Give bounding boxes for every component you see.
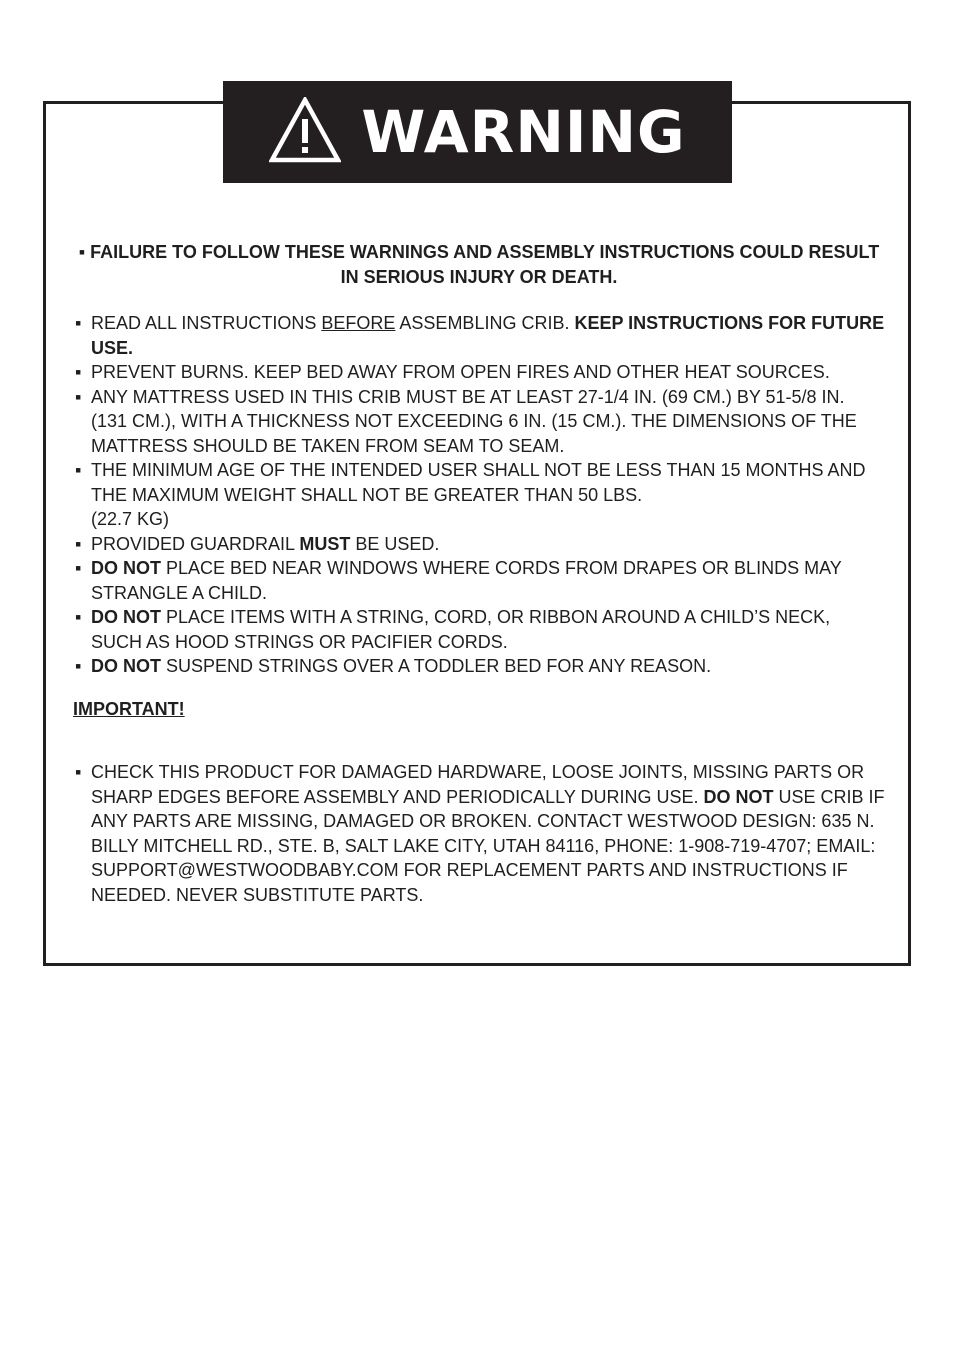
important-heading: IMPORTANT! <box>73 698 185 719</box>
lead-warning: ▪ FAILURE TO FOLLOW THESE WARNINGS AND ASSEMBLY INSTRUCTIONS COULD RESULT IN SERIOUS INJURY OR DEATH. <box>78 242 880 287</box>
warning-content <box>73 240 885 907</box>
item-suspend-strings: ▪ DO NOT SUSPEND STRINGS OVER A TODDLER BED FOR ANY REASON. <box>73 654 885 679</box>
warning-title: WARNING <box>361 98 686 166</box>
bullet: ▪ <box>75 656 82 676</box>
warning-banner <box>223 81 732 183</box>
bullet: ▪ <box>75 362 82 382</box>
bullet: ▪ <box>75 460 82 480</box>
warning-triangle-icon <box>269 97 341 163</box>
item-read-instructions: ▪ READ ALL INSTRUCTIONS BEFORE ASSEMBLING CRIB. KEEP INSTRUCTIONS FOR FUTURE USE. <box>75 313 885 358</box>
item-minimum-age: ▪ THE MINIMUM AGE OF THE INTENDED USER SHALL NOT BE LESS THAN 15 MONTHS AND THE MAXIMUM WEIGHT SHALL NOT BE GREATER THAN 50 LBS. (22.7 KG) <box>75 460 866 529</box>
item-guardrail: ▪ PROVIDED GUARDRAIL MUST BE USED. <box>73 532 885 557</box>
item-windows: ▪ DO NOT PLACE BED NEAR WINDOWS WHERE CORDS FROM DRAPES OR BLINDS MAY STRANGLE A CHILD. <box>75 558 842 603</box>
bullet: ▪ <box>75 607 82 627</box>
bullet: ▪ <box>75 533 82 554</box>
bullet: ▪ <box>75 762 82 782</box>
bullet: ▪ <box>75 313 82 333</box>
item-check-product: ▪ CHECK THIS PRODUCT FOR DAMAGED HARDWARE, LOOSE JOINTS, MISSING PARTS OR SHARP EDGES BEFORE ASSEMBLY AND PERIODICALLY DURING USE. DO NOT USE CRIB IF ANY PARTS ARE MISSING, DAMAGED OR BROKEN. CONTACT WESTWOOD DESIGN: 635 N. BILLY MITCHELL RD., STE. B, SALT LAKE CITY, UTAH 84116, PHONE: 1-908-719-4707; EMAIL: SUPPORT@WESTWOODBABY.COM FOR REPLACEMENT PARTS AND INSTRUCTIONS IF NEEDED. NEVER SUBSTITUTE PARTS. <box>75 762 885 905</box>
item-strings-neck: ▪ DO NOT PLACE ITEMS WITH A STRING, CORD, OR RIBBON AROUND A CHILD’S NECK, SUCH AS HOOD STRINGS OR PACIFIER CORDS. <box>75 607 831 652</box>
bullet: ▪ <box>75 386 82 407</box>
item-prevent-burns: ▪ PREVENT BURNS. KEEP BED AWAY FROM OPEN FIRES AND OTHER HEAT SOURCES. <box>73 360 885 385</box>
item-mattress: ▪ ANY MATTRESS USED IN THIS CRIB MUST BE AT LEAST 27-1/4 IN. (69 CM.) BY 51-5/8 IN. (131 CM.), WITH A THICKNESS NOT EXCEEDING 6 IN. (15 CM.). THE DIMENSIONS OF THE MATTRESS SHOULD BE TAKEN FROM SEAM TO SEAM. <box>75 386 857 456</box>
bullet: ▪ <box>75 558 82 578</box>
